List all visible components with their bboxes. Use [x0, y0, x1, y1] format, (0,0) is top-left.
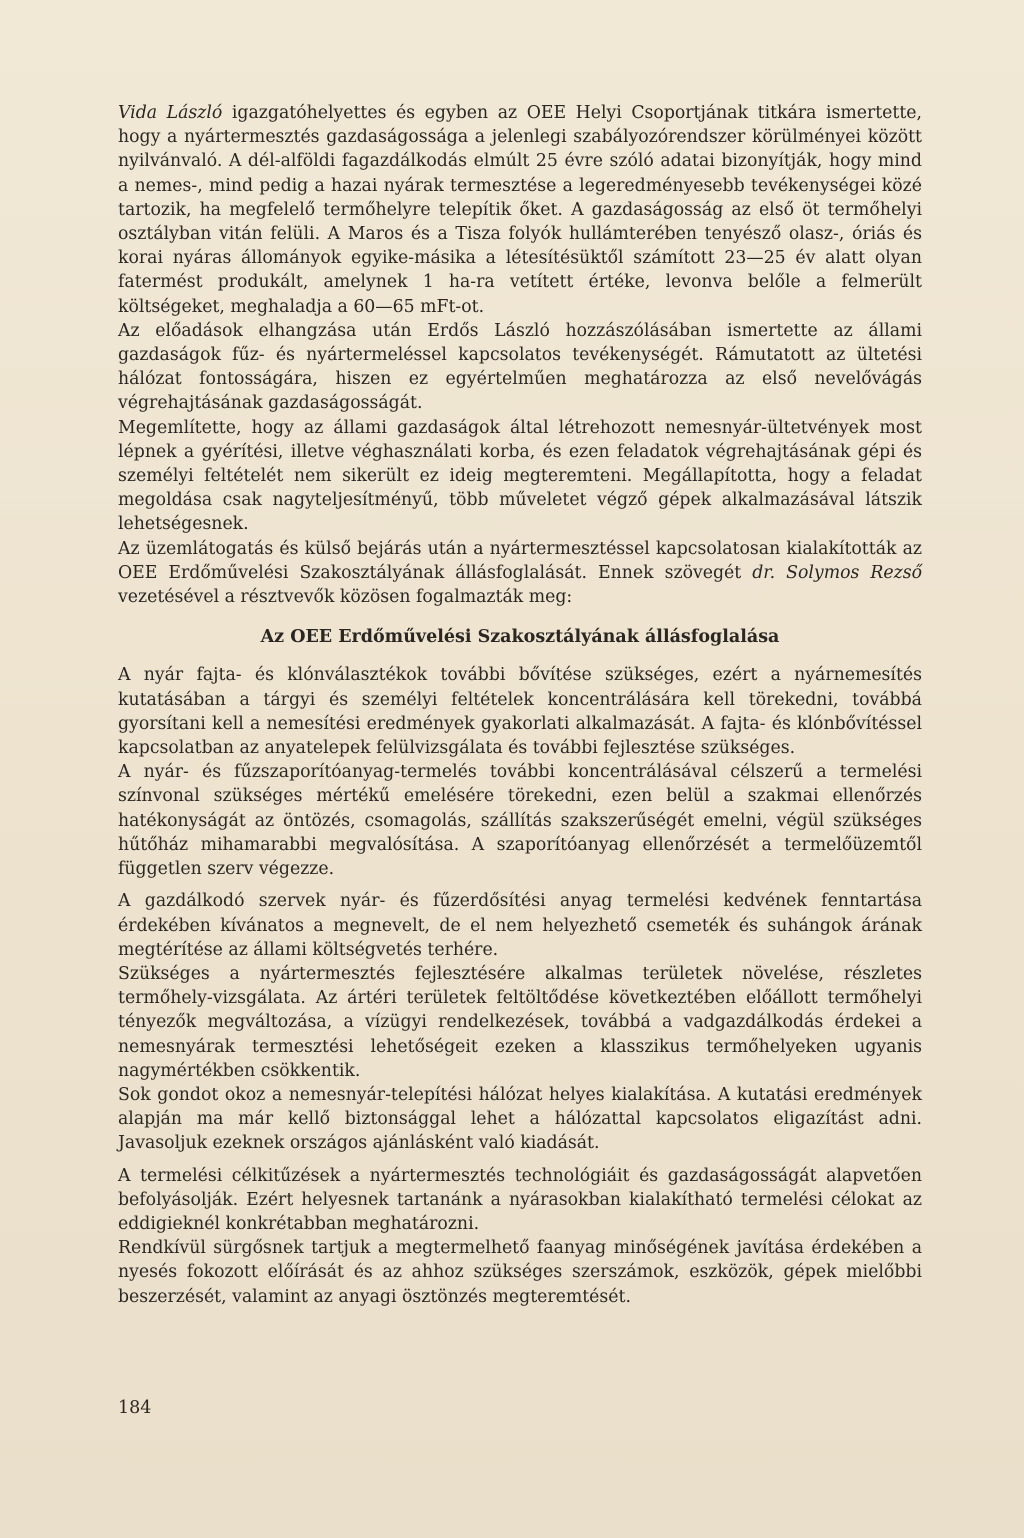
author-name: Vida László: [118, 103, 223, 123]
resolution-paragraph-6: A termelési célkitűzések a nyártermesztés technológiáit és gazdaságosságát alapvetően befolyásolják. Ezért helyesnek tartanánk a nyárasokban kialakítható termelési célokat az eddigieknél konkrétabban meghatározni.: [118, 1165, 922, 1234]
paragraph-4-text-a: Az üzemlátogatás és külső bejárás után a nyártermesztéssel kapcsolatosan kialakították az OEE Erdőművelési Szakosztályának állásfoglalását. Ennek szövegét: [118, 538, 922, 583]
page-number: 184: [118, 1398, 152, 1418]
paragraph-2: Az előadások elhangzása után Erdős László hozzászólásában ismertette az állami gazdaságok fűz- és nyártermeléssel kapcsolatos tevékenységét. Rámutatott az ültetési hálózat fontosságára, hiszen ez egyértelműen meghatározza az első nevelővágás végrehajtásának gazdaságosságát.: [118, 320, 922, 414]
resolution-paragraph-2: A nyár- és fűzszaporítóanyag-termelés további koncentrálásával célszerű a termelési színvonal szükséges mértékű emelésére törekedni, ezen belül a szakmai ellenőrzés hatékonyságát az öntözés, csomagolás, szállítás szakszerűségét emelni, végül szükséges hűtőház mihamarabbi megvalósítása. A szaporítóanyag ellenőrzését a termelőüzemtől független szerv végezze.: [118, 762, 922, 880]
paragraph-4-italic: dr. Solymos Rezső: [752, 562, 922, 583]
resolution-paragraph-1: A nyár fajta- és klónválasztékok további bővítése szükséges, ezért a nyárnemesítés kutatásában a tárgyi és személyi feltételek koncentrálására kell törekedni, továbbá gyorsítani kell a nemesítési eredmények gyakorlati alkalmazását. A fajta- és klónbővítéssel kapcsolatban az anyatelepek felülvizsgálata és további fejlesztése szükséges.: [118, 665, 922, 759]
paragraph-4: [118, 537, 922, 610]
paragraph-4-text-b: vezetésével a résztvevők közösen fogalmazták meg:: [118, 587, 573, 608]
section-title: Az OEE Erdőművelési Szakosztályának állásfoglalása: [260, 627, 780, 648]
paragraph-1: [118, 101, 922, 319]
resolution-paragraph-4: Szükséges a nyártermesztés fejlesztésére alkalmas területek növelése, részletes termőhely-vizsgálata. Az ártéri területek feltöltődése következtében előállott termőhelyi tényezők megváltozása, a vízügyi rendelkezések, továbbá a vadgazdálkodás érdekei a nemesnyárak termesztési lehetőségeit ezeken a klasszikus termőhelyeken ugyanis nagymértékben csökkentik.: [118, 963, 922, 1081]
resolution-paragraph-7: Rendkívül sürgősnek tartjuk a megtermelhető faanyag minőségének javítása érdekében a nyesés fokozott előírását és az ahhoz szükséges szerszámok, eszközök, gépek mielőbbi beszerzését, valamint az anyagi ösztönzés megteremtését.: [118, 1238, 922, 1307]
resolution-paragraph-3: A gazdálkodó szervek nyár- és fűzerdősítési anyag termelési kedvének fenntartása érdekében kívánatos a megnevelt, de el nem helyezhető csemeték és suhángok árának megtérítése az állami költségvetés terhére.: [118, 891, 922, 960]
resolution-paragraph-5: Sok gondot okoz a nemesnyár-telepítési hálózat helyes kialakítása. A kutatási eredmények alapján ma már kellő biztonsággal lehet a hálózattal kapcsolatos eligazítást adni. Javasoljuk ezeknek országos ajánlásként való kiadását.: [118, 1084, 922, 1154]
body-text: [118, 101, 922, 1309]
paragraph-3: Megemlítette, hogy az állami gazdaságok által létrehozott nemesnyár-ültetvények most lépnek a gyérítési, illetve véghasználati korba, és ezen feladatok végrehajtásának gépi és személyi feltételét nem sikerült ez ideig megteremteni. Megállapította, hogy a feladat megoldása csak nagyteljesítményű, több műveletet végző gépek alkalmazásával látszik lehetségesnek.: [118, 417, 922, 535]
paragraph-1-text: igazgatóhelyettes és egyben az OEE Helyi Csoportjának titkára ismertette, hogy a nyártermesztés gazdaságossága a jelenlegi szabályozórendszer körülményei között nyilvánvaló. A dél-alföldi fagazdálkodás elmúlt 25 évre szóló adatai bizonyítják, hogy mind a nemes-, mind pedig a hazai nyárak termesztése a legeredményesebb tevékenységei közé tartozik, ha megfelelő termőhelyre telepítik őket. A gazdaságosság az első öt termőhelyi osztályban vitán felüli. A Maros és a Tisza folyók hullámterében tenyésző olasz-, óriás és korai nyáras állományok egyike-másika a létesítésüktől számított 23—25 év alatt olyan fatermést produkált, amelynek 1 ha-ra vetített értéke, levonva belőle a felmerült költségeket, meghaladja a 60—65 mFt-ot.: [118, 103, 922, 317]
